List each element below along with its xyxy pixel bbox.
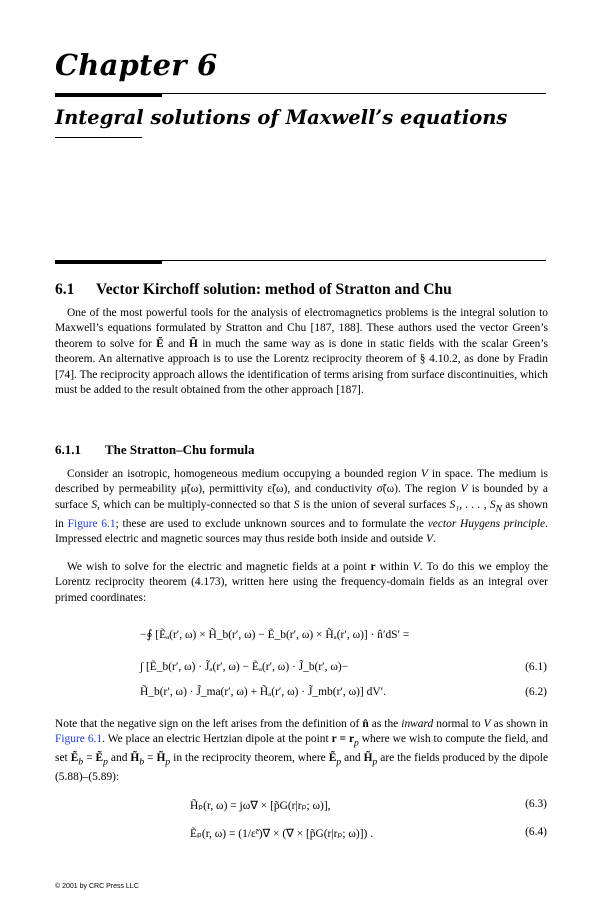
equation-6-2: H̃_b(r′, ω) · J̃_ma(r′, ω) + H̃ₐ(r′, ω) · J̃_mb(r′, ω)] dV′.	[140, 686, 386, 698]
subsection-number: 6.1.1	[55, 442, 81, 457]
subsection-paragraph-2: We wish to solve for the electric and magnetic fields at a point r within V. To do this we employ the Lorentz reciprocity theorem (4.173), written here using the frequency-domain fields as an integral over primed coordinates:	[55, 561, 549, 604]
equation-6-4: Ẽₚ(r, ω) = (1/ε̃ᶜ)∇ × (∇ × [p̃G(r|rₚ; ω)]) .	[190, 828, 374, 840]
equation-number-6-4: (6.4)	[525, 826, 547, 838]
section-heading	[55, 281, 452, 299]
equation-6-3: H̃ₚ(r, ω) = jω∇ × [p̃G(r|rₚ; ω)],	[190, 800, 331, 812]
section-number: 6.1	[55, 281, 75, 298]
equation-number-6-2: (6.2)	[525, 686, 547, 698]
chapter-label: Chapter 6	[55, 48, 218, 82]
section-title: Vector Kirchoff solution: method of Stratton and Chu	[96, 281, 452, 298]
copyright-footer: © 2001 by CRC Press LLC	[55, 883, 139, 890]
subsection-heading	[55, 442, 255, 458]
equation-surface-integral: −∮ [Ẽₐ(r′, ω) × H̃_b(r′, ω) − Ẽ_b(r′, ω) × H̃ₐ(r′, ω)] · n̂′dS′ =	[140, 629, 410, 641]
figure-6-1-link-2[interactable]: Figure 6.1	[55, 733, 103, 746]
figure-6-1-link[interactable]: Figure 6.1	[67, 517, 116, 530]
equation-6-1: ∫ [Ẽ_b(r′, ω) · J̃ₐ(r′, ω) − Ẽₐ(r′, ω) · J̃_b(r′, ω)−	[140, 661, 349, 673]
chapter-title-underline	[55, 137, 142, 138]
section-rule-thick	[55, 260, 162, 264]
equation-number-6-3: (6.3)	[525, 798, 547, 810]
subsection-title: The Stratton–Chu formula	[105, 442, 255, 457]
equation-number-6-1: (6.1)	[525, 661, 547, 673]
subsection-paragraph-1: Consider an isotropic, homogeneous medium occupying a bounded region V in space. The medium is described by permeability μ̃(ω), permittivity ε̃(ω), and conductivity σ̃(ω). The region V is bounded by a surface S, which can be multiply-connected so that S is the union of several surfaces S₁, . . . , $S_N$ as shown in Figure 6.1; these are used to exclude unknown sources and to formulate the vector Huygens principle. Impressed electric and magnetic sources may thus reside both inside and outside V.	[55, 468, 548, 545]
chapter-rule-thick	[55, 93, 162, 97]
subsection-paragraph-3: Note that the negative sign on the left arises from the definition of n̂ as the inward normal to V as shown in Figure 6.1. We place an electric Hertzian dipole at the point $r = r_p$ where we wish to compute the field, and set Ẽ$_b$ = Ẽ$_p$ and $H̃_b$ = $H̃_p$ in the reciprocity theorem, where Ẽ$_p$ and $H̃_p$ are the fields produced by the dipole (5.88)–(5.89):	[55, 718, 549, 783]
chapter-title: Integral solutions of Maxwell’s equations	[55, 106, 508, 129]
section-intro-paragraph: One of the most powerful tools for the analysis of electromagnetics problems is the integral solution to Maxwell’s equations formulated by Stratton and Chu [187, 188]. These authors used the vector Green’s theorem to solve for Ẽ and H̃ in much the same way as is done in static fields with the scalar Green’s theorem. An alternative approach is to use the Lorentz reciprocity theorem of § 4.10.2, as done by Fradin [74]. The reciprocity approach allows the identification of terms arising from surface discontinuities, which must be added to the result obtained from the other approach [187].	[55, 307, 548, 397]
